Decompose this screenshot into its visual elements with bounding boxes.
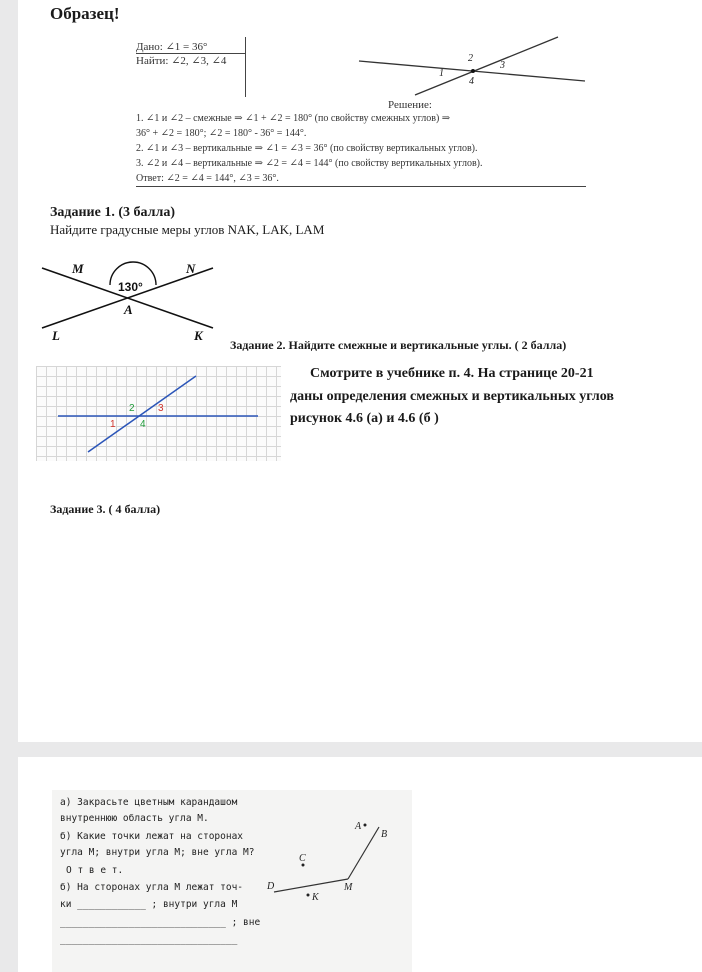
grid-label-4: 4: [140, 419, 146, 430]
task2-note-line-1: Смотрите в учебнике п. 4. На странице 20-21: [310, 366, 594, 381]
sample-bottom-rule: [136, 186, 586, 187]
given-divider: [136, 53, 246, 54]
sample-given: Дано: ∠1 = 36°: [136, 41, 208, 53]
task2-title: Задание 2. Найдите смежные и вертикальные углы. ( 2 балла): [230, 338, 567, 352]
task3-line-3: б) Какие точки лежат на сторонах: [60, 831, 244, 842]
point-A-label: A: [124, 302, 133, 317]
task1-title: Задание 1. (3 балла): [50, 205, 175, 220]
sample-find: Найти: ∠2, ∠3, ∠4: [136, 55, 227, 67]
sample-heading: Образец!: [50, 4, 120, 23]
solution-line-1: 1. ∠1 и ∠2 – смежные ⇒ ∠1 + ∠2 = 180° (по свойству смежных углов) ⇒: [136, 113, 451, 124]
task3-answer-label: О т в е т.: [66, 865, 124, 876]
point-K-label: K: [194, 328, 203, 343]
point-B-label: B: [381, 829, 388, 840]
solution-line-2: 36° + ∠2 = 180°; ∠2 = 180° - 36° = 144°.: [136, 128, 307, 139]
task3-blank-2: _____________________________ ; вне: [60, 917, 261, 928]
point-C-label: C: [299, 853, 306, 864]
ray-MB: [348, 827, 379, 879]
sample-line-2: [415, 37, 558, 95]
point-N-label: N: [186, 261, 196, 276]
angle-value: 130°: [118, 280, 143, 294]
sample-label-3: 3: [500, 60, 505, 71]
sample-intersection: [471, 69, 475, 73]
sample-figure: [355, 33, 595, 103]
solution-title: Решение:: [388, 99, 432, 111]
sample-label-1: 1: [439, 68, 444, 79]
point-K: [307, 894, 310, 897]
point-A-label: A: [355, 821, 362, 832]
sample-label-2: 2: [468, 53, 473, 64]
task2-note-line-2: даны определения смежных и вертикальных углов: [290, 389, 614, 404]
given-vertical-divider: [245, 37, 246, 97]
task3-line-4: угла M; внутри угла M; вне угла M?: [60, 847, 255, 858]
point-L-label: L: [52, 328, 60, 343]
task1-text: Найдите градусные меры углов NAK, LAK, LAM: [50, 222, 325, 237]
task3-line-2: внутреннюю область угла M.: [60, 813, 209, 824]
solution-line-4: 3. ∠2 и ∠4 – вертикальные ⇒ ∠2 = ∠4 = 144° (по свойству вертикальных углов).: [136, 158, 483, 169]
grid-label-3: 3: [158, 403, 164, 414]
task3-title: Задание 3. ( 4 балла): [50, 502, 161, 516]
oblique-line: [88, 376, 196, 452]
task2-note-line-3: рисунок 4.6 (а) и 4.6 (б ): [290, 411, 439, 426]
task2-figure: [36, 366, 281, 461]
grid-label-2: 2: [129, 403, 135, 414]
point-M-label: M: [344, 882, 353, 893]
point-A: [364, 824, 367, 827]
solution-line-3: 2. ∠1 и ∠3 – вертикальные ⇒ ∠1 = ∠3 = 36° (по свойству вертикальных углов).: [136, 143, 478, 154]
point-M-label: M: [72, 261, 84, 276]
task1-figure: [38, 258, 238, 343]
task3-line-5: б) На сторонах угла M лежат точ-: [60, 882, 244, 893]
task3-blank-1: ки ____________ ; внутри угла M: [60, 899, 238, 910]
grid-label-1: 1: [110, 419, 116, 430]
task3-blank-3: _______________________________: [60, 934, 238, 945]
task3-line-1: а) Закрасьте цветным карандашом: [60, 797, 238, 808]
ray-MD: [274, 879, 348, 892]
point-D-label: D: [267, 881, 275, 892]
point-K-label: K: [312, 892, 319, 903]
task3-figure: [262, 815, 402, 910]
solution-answer: Ответ: ∠2 = ∠4 = 144°, ∠3 = 36°.: [136, 173, 279, 184]
sample-label-4: 4: [469, 76, 474, 87]
